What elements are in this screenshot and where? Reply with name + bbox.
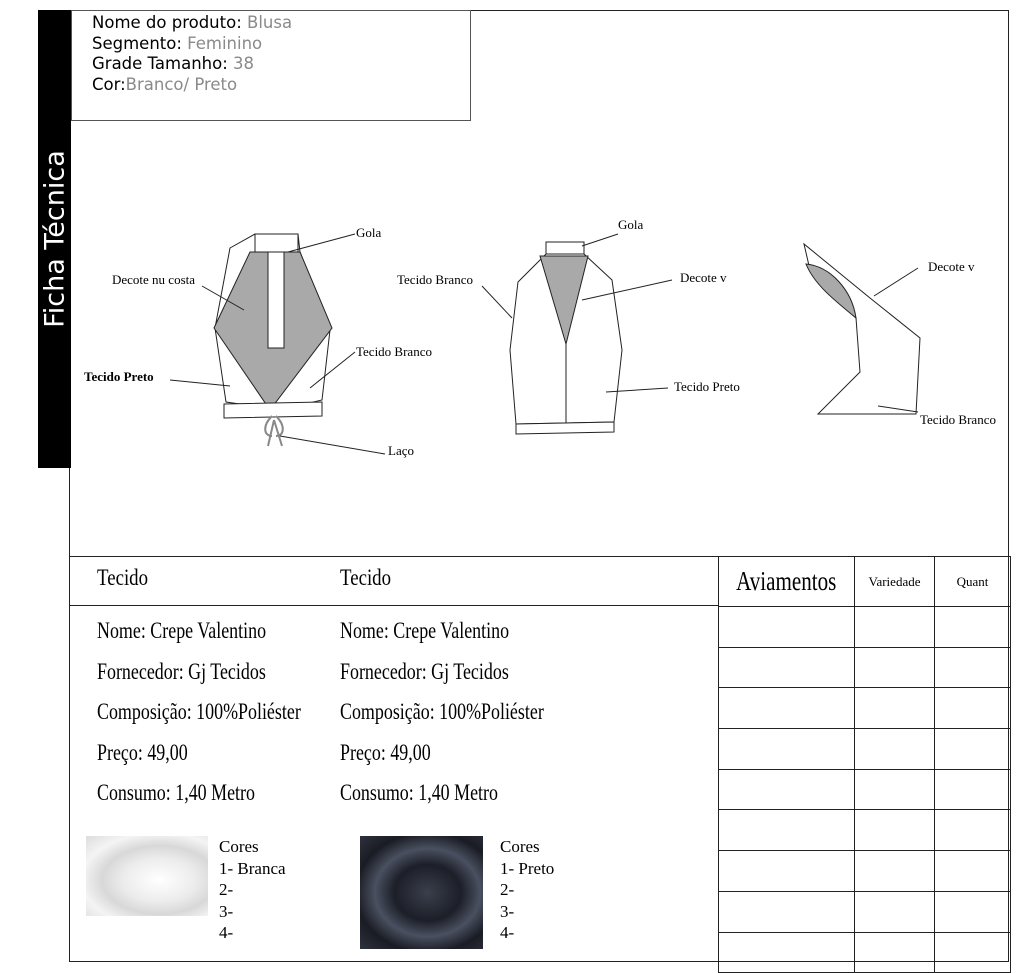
table-row — [719, 607, 1011, 648]
fabric-price: Preço: 49,00 — [97, 739, 188, 765]
variety-cell[interactable] — [855, 810, 935, 851]
col-variety: Variedade — [868, 573, 921, 589]
fabric-heading: Tecido — [97, 565, 149, 590]
qty-cell[interactable] — [935, 647, 1011, 688]
white-fabric-swatch — [86, 836, 208, 916]
color-item: 1- Branca — [219, 858, 286, 878]
trim-cell[interactable] — [719, 932, 855, 973]
color-item: 2- — [219, 880, 234, 899]
trim-cell[interactable] — [719, 891, 855, 932]
fabric-name: Nome: Crepe Valentino — [97, 618, 267, 643]
colors-list-white — [219, 836, 286, 944]
size-label: Grade Tamanho: — [92, 54, 228, 73]
color-item: 3- — [219, 901, 234, 921]
colors-list-black — [500, 836, 554, 944]
variety-cell[interactable] — [855, 647, 935, 688]
label-back-bow: Laço — [388, 443, 414, 458]
label-back-black: Tecido Preto — [84, 369, 154, 384]
variety-cell[interactable] — [855, 729, 935, 770]
label-back-white: Tecido Branco — [356, 344, 432, 359]
product-name-label: Nome do produto: — [92, 13, 242, 32]
label-front-collar: Gola — [618, 217, 644, 232]
trim-cell[interactable] — [719, 647, 855, 688]
colors-title: Cores — [219, 837, 259, 856]
fabric-name: Nome: Crepe Valentino — [340, 618, 510, 643]
qty-cell[interactable] — [935, 688, 1011, 729]
table-row — [719, 647, 1011, 688]
color-item: 4- — [500, 923, 515, 942]
qty-cell[interactable] — [935, 607, 1011, 648]
variety-cell[interactable] — [855, 688, 935, 729]
table-row — [719, 932, 1011, 973]
trim-cell[interactable] — [719, 810, 855, 851]
qty-cell[interactable] — [935, 810, 1011, 851]
qty-cell[interactable] — [935, 891, 1011, 932]
color-label: Cor: — [92, 74, 126, 94]
trim-cell[interactable] — [719, 769, 855, 810]
product-name-value: Blusa — [241, 13, 293, 32]
section-divider-top — [69, 556, 719, 557]
colors-title: Cores — [500, 837, 540, 856]
label-side-neckline: Decote v — [928, 259, 975, 274]
black-fabric-swatch — [360, 836, 483, 949]
color-item: 2- — [500, 880, 515, 899]
table-row — [719, 769, 1011, 810]
qty-cell[interactable] — [935, 729, 1011, 770]
fabric-spec-black — [340, 565, 601, 814]
table-row — [719, 729, 1011, 770]
fabric-consumption: Consumo: 1,40 Metro — [340, 780, 498, 805]
fabric-composition: Composição: 100%Poliéster — [340, 699, 544, 724]
size-value: 38 — [227, 54, 255, 73]
segment-label: Segmento: — [92, 33, 182, 53]
label-back-neckline: Decote nu costa — [112, 272, 196, 287]
qty-cell[interactable] — [935, 769, 1011, 810]
table-row — [719, 810, 1011, 851]
color-value: Branco/ Preto — [125, 74, 238, 94]
side-view-sketch — [804, 244, 920, 414]
color-item: 1- Preto — [500, 858, 555, 878]
col-trims: Aviamentos — [736, 566, 837, 596]
color-item: 4- — [219, 923, 234, 942]
fabric-supplier: Fornecedor: Gj Tecidos — [97, 658, 266, 684]
trim-cell[interactable] — [719, 729, 855, 770]
label-front-neckline: Decote v — [680, 270, 727, 285]
qty-cell[interactable] — [935, 932, 1011, 973]
trim-cell[interactable] — [719, 607, 855, 648]
label-side-white: Tecido Branco — [920, 412, 996, 427]
back-view-sketch — [170, 234, 385, 454]
fabric-consumption: Consumo: 1,40 Metro — [97, 780, 255, 805]
front-view-sketch — [482, 234, 672, 434]
label-front-black: Tecido Preto — [674, 379, 740, 394]
trim-cell[interactable] — [719, 851, 855, 892]
table-row — [719, 851, 1011, 892]
variety-cell[interactable] — [855, 891, 935, 932]
variety-cell[interactable] — [855, 851, 935, 892]
segment-value: Feminino — [181, 33, 263, 53]
label-front-white: Tecido Branco — [397, 272, 473, 287]
trims-table-header — [719, 557, 1011, 607]
fabric-heading: Tecido — [340, 565, 392, 590]
side-title: Ficha Técnica — [39, 150, 70, 328]
fabric-supplier: Fornecedor: Gj Tecidos — [340, 658, 509, 684]
variety-cell[interactable] — [855, 769, 935, 810]
label-back-collar: Gola — [356, 225, 382, 240]
col-qty: Quant — [956, 573, 989, 589]
trim-cell[interactable] — [719, 688, 855, 729]
table-row — [719, 891, 1011, 932]
fabric-spec-white — [97, 565, 358, 814]
variety-cell[interactable] — [855, 932, 935, 973]
variety-cell[interactable] — [855, 607, 935, 648]
table-row — [719, 688, 1011, 729]
color-item: 3- — [500, 901, 515, 921]
qty-cell[interactable] — [935, 851, 1011, 892]
fabric-composition: Composição: 100%Poliéster — [97, 699, 301, 724]
trims-table — [718, 556, 1011, 973]
fabric-price: Preço: 49,00 — [340, 739, 431, 765]
